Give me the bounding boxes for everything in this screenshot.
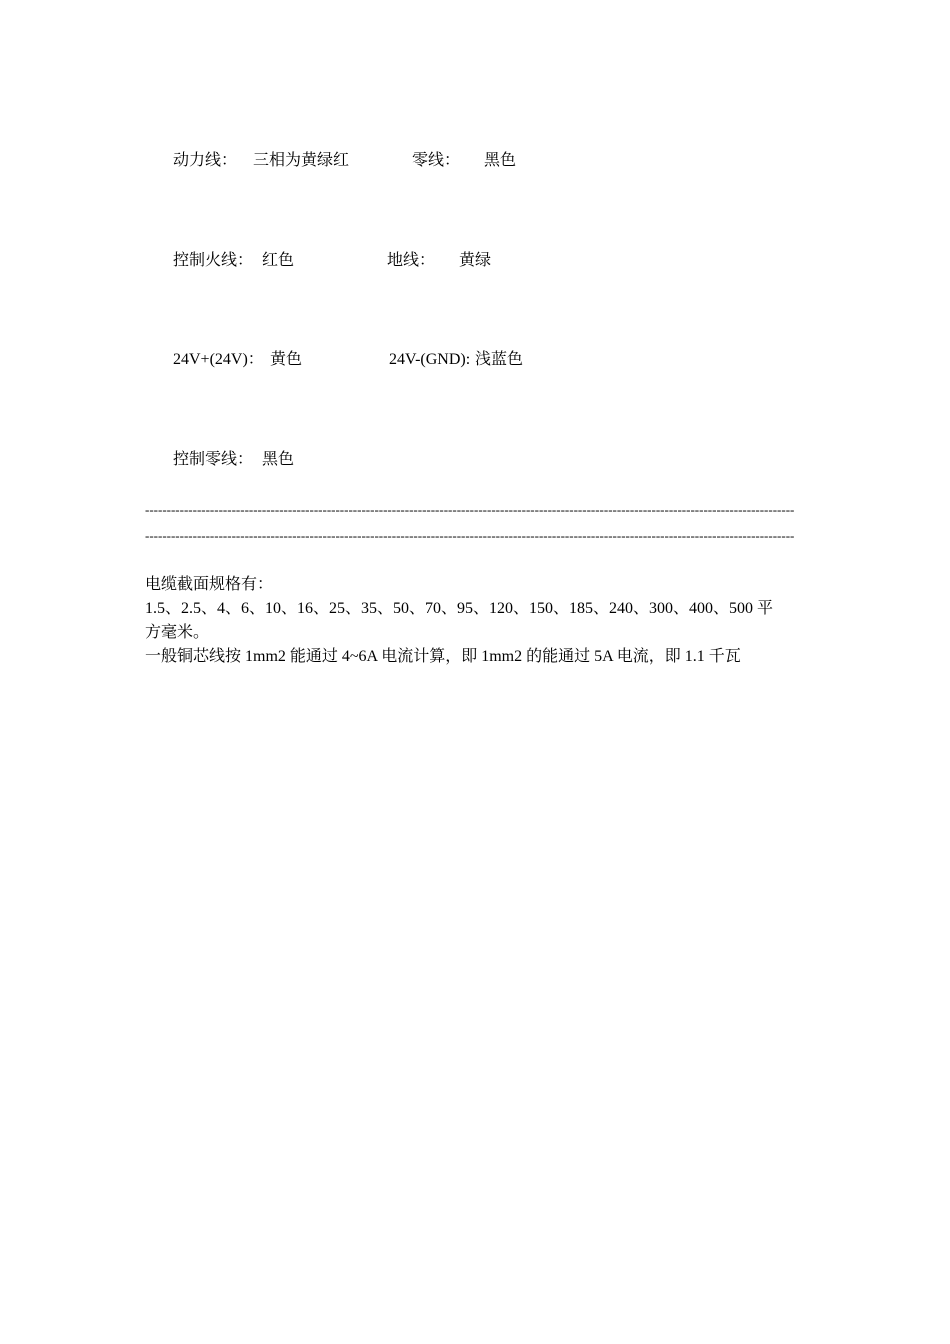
dc-positive-value: 黄色 bbox=[270, 351, 303, 368]
ground-line-value: 黄绿 bbox=[459, 252, 492, 269]
cable-spec-block bbox=[145, 573, 810, 669]
control-live-label: 控制火线： bbox=[173, 252, 254, 269]
separator-line-2: ------------------------------------------------------------------------------------------------------------------------------------------------------ bbox=[145, 528, 795, 543]
cable-sizes-line-2: 方毫米。 bbox=[145, 624, 210, 641]
power-line-value: 三相为黄绿红 bbox=[253, 152, 350, 169]
separator-line-1: ------------------------------------------------------------------------------------------------------------------------------------------------------ bbox=[145, 502, 795, 517]
ground-line-label: 地线： bbox=[387, 252, 436, 269]
control-live-value: 红色 bbox=[262, 252, 295, 269]
dc-positive-label: 24V+(24V)： bbox=[173, 351, 264, 368]
cable-sizes-line-1: 1.5、2.5、4、6、10、16、25、35、50、70、95、120、150、185、240、300、400、500 平 bbox=[145, 600, 774, 617]
neutral-line-value: 黑色 bbox=[484, 152, 517, 169]
dc-negative-label: 24V-(GND): bbox=[389, 351, 471, 368]
control-neutral-value: 黑色 bbox=[262, 451, 295, 468]
power-line-label: 动力线： bbox=[173, 152, 238, 169]
control-neutral-label: 控制零线： bbox=[173, 451, 254, 468]
cable-current-note: 一般铜芯线按 1mm2 能通过 4~6A 电流计算，即 1mm2 的能通过 5A 电流，即 1.1 千瓦 bbox=[145, 648, 741, 665]
dc-negative-value: 浅蓝色 bbox=[475, 351, 524, 368]
neutral-line-label: 零线： bbox=[412, 152, 461, 169]
cable-spec-heading: 电缆截面规格有： bbox=[145, 576, 274, 593]
